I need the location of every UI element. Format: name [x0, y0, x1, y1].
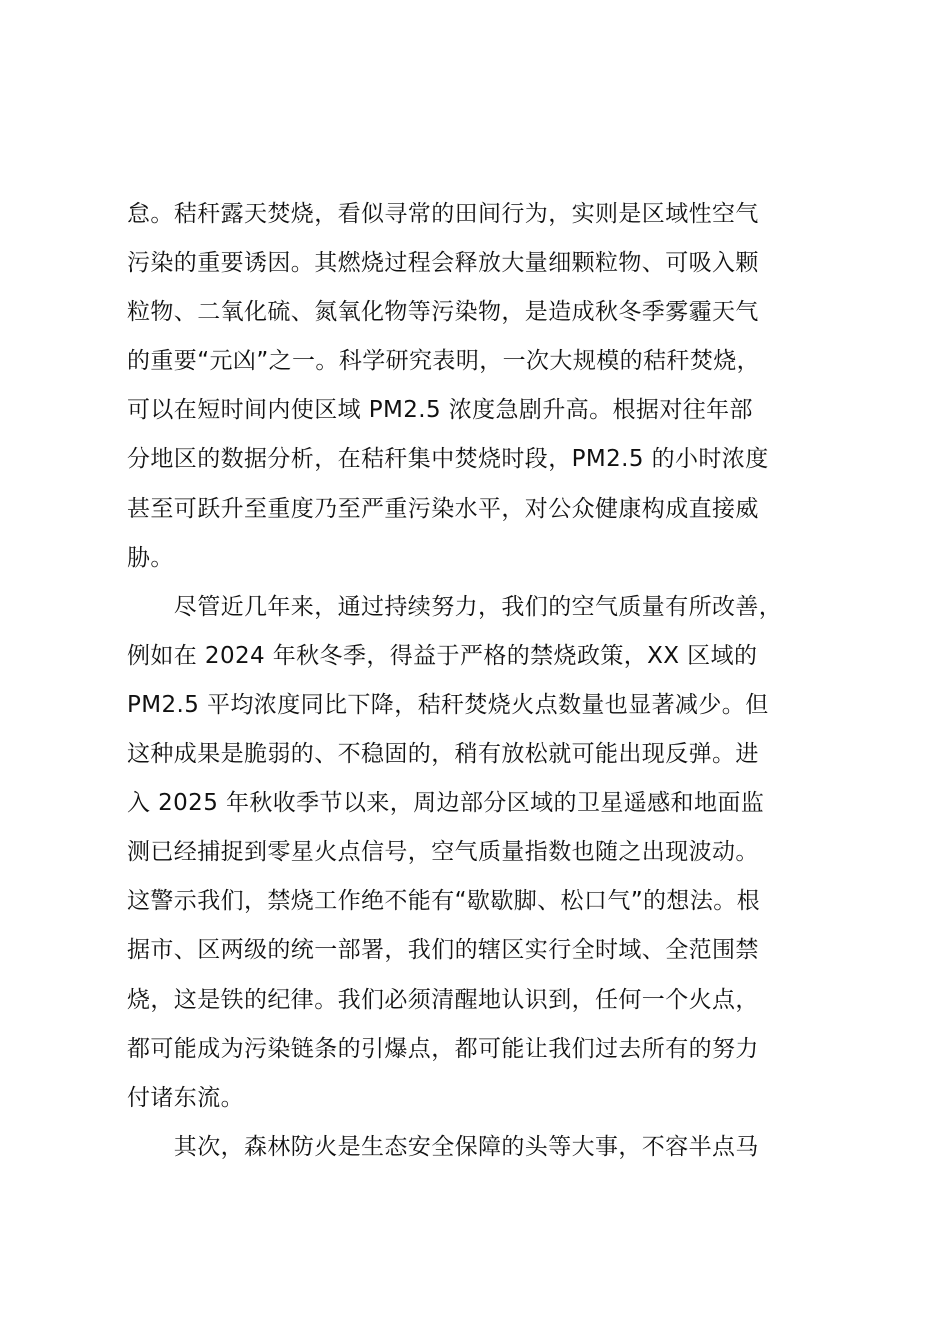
text-line: 这种成果是脆弱的、不稳固的，稍有放松就可能出现反弹。进 [127, 741, 759, 768]
text-line: 的重要“元凶”之一。科学研究表明，一次大规模的秸秆焚烧， [127, 348, 761, 375]
text-line: PM2.5 平均浓度同比下降，秸秆焚烧火点数量也显著减少。但 [127, 691, 769, 718]
text-line: 可以在短时间内使区域 PM2.5 浓度急剧升高。根据对往年部 [127, 397, 753, 424]
text-line: 付诸东流。 [127, 1084, 244, 1111]
text-line: 甚至可跃升至重度乃至严重污染水平，对公众健康构成直接威 [127, 495, 759, 522]
text-line: 胁。 [127, 544, 174, 571]
text-line: 烧，这是铁的纪律。我们必须清醒地认识到，任何一个火点， [127, 986, 759, 1013]
text-line: 测已经捕捉到零星火点信号，空气质量指数也随之出现波动。 [127, 839, 759, 866]
text-line: 其次，森林防火是生态安全保障的头等大事，不容半点马 [127, 1133, 759, 1160]
text-line: 这警示我们，禁烧工作绝不能有“歇歇脚、松口气”的想法。根 [127, 888, 761, 915]
text-line: 怠。秸秆露天焚烧，看似寻常的田间行为，实则是区域性空气 [127, 201, 759, 227]
text-line: 污染的重要诱因。其燃烧过程会释放大量细颗粒物、可吸入颗 [127, 250, 759, 277]
text-line: 例如在 2024 年秋冬季，得益于严格的禁烧政策，XX 区域的 [127, 642, 758, 669]
text-line: 粒物、二氧化硫、氮氧化物等污染物，是造成秋冬季雾霾天气 [127, 299, 759, 326]
text-line: 都可能成为污染链条的引爆点，都可能让我们过去所有的努力 [127, 1035, 759, 1062]
text-line: 尽管近几年来，通过持续努力，我们的空气质量有所改善， [127, 593, 783, 620]
document-body [127, 190, 847, 1172]
text-line: 分地区的数据分析，在秸秆集中焚烧时段，PM2.5 的小时浓度 [127, 446, 769, 473]
text-line: 据市、区两级的统一部署，我们的辖区实行全时域、全范围禁 [127, 937, 759, 964]
text-line: 入 2025 年秋收季节以来，周边部分区域的卫星遥感和地面监 [127, 790, 765, 817]
